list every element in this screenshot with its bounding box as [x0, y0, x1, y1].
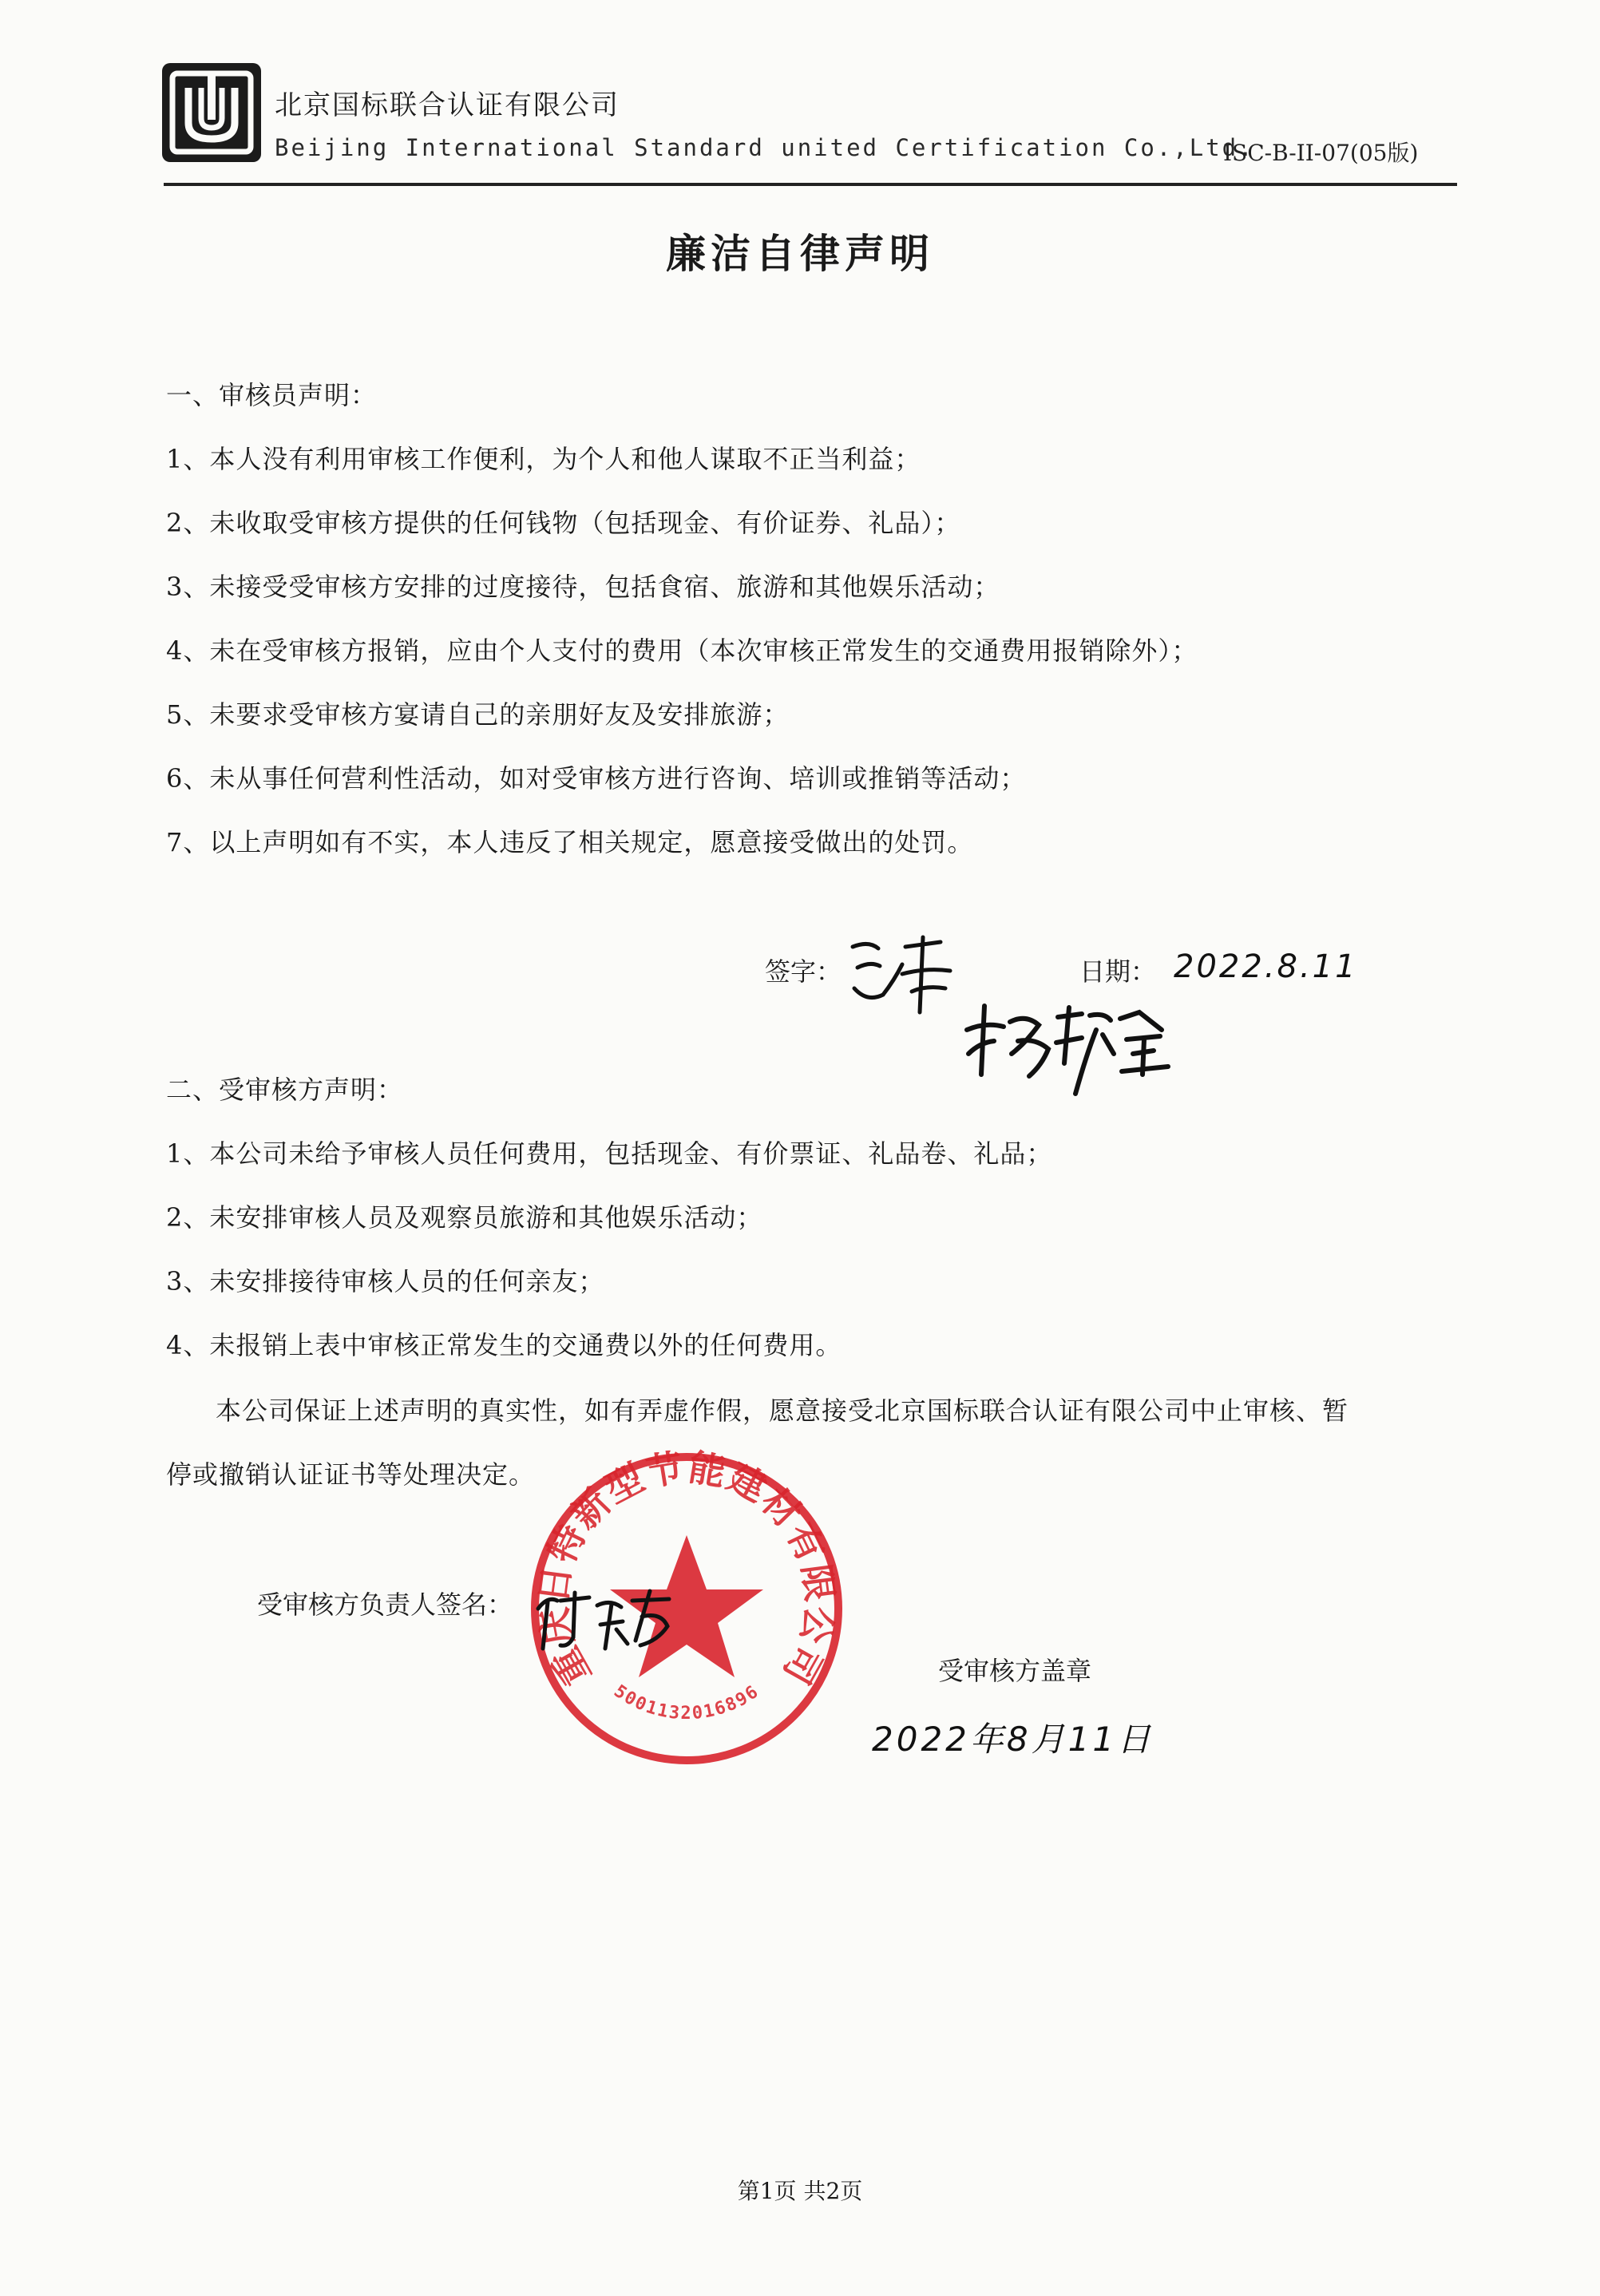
- bisc-logo-icon: [160, 61, 263, 164]
- company-name-en: Beijing International Standard united Certification Co.,Ltd.: [275, 134, 1255, 161]
- auditee-section-heading: 二、受审核方声明：: [166, 1075, 404, 1105]
- document-code: ISC-B-II-07(05版): [1223, 140, 1419, 166]
- auditee-stamp-label: 受审核方盖章: [938, 1656, 1092, 1686]
- auditee-item: 1、本公司未给予审核人员任何费用，包括现金、有价票证、礼品卷、礼品；: [166, 1138, 1053, 1169]
- document-title: 廉洁自律声明: [666, 231, 934, 277]
- auditee-guarantee-cont: 停或撤销认证证书等处理决定。: [166, 1459, 536, 1490]
- svg-text:5001132016896: 5001132016896: [610, 1681, 763, 1724]
- auditor-item: 3、未接受受审核方安排的过度接待，包括食宿、旅游和其他娱乐活动；: [166, 572, 1000, 602]
- auditor-item: 6、未从事任何营利性活动，如对受审核方进行咨询、培训或推销等活动；: [166, 763, 1027, 794]
- auditee-date-value: 2022年8月11日: [872, 1720, 1154, 1759]
- auditor-item: 7、以上声明如有不实，本人违反了相关规定，愿意接受做出的处罚。: [166, 827, 974, 857]
- responsible-signature: [533, 1585, 677, 1660]
- auditor-signature-1: [846, 932, 966, 1023]
- auditor-date-value: 2022.8.11: [1174, 948, 1358, 985]
- auditor-section-heading: 一、审核员声明：: [166, 380, 378, 410]
- auditor-item: 2、未收取受审核方提供的任何钱物（包括现金、有价证券、礼品）；: [166, 508, 961, 538]
- responsible-sign-label: 受审核方负责人签名：: [257, 1589, 513, 1620]
- auditor-item: 5、未要求受审核方宴请自己的亲朋好友及安排旅游；: [166, 699, 790, 730]
- page-footer: 第1页 共2页: [737, 2178, 863, 2204]
- auditee-item: 3、未安排接待审核人员的任何亲友；: [166, 1266, 605, 1296]
- auditor-date-label: 日期：: [1079, 956, 1157, 987]
- auditor-item: 1、本人没有利用审核工作便利，为个人和他人谋取不正当利益；: [166, 444, 921, 474]
- auditee-guarantee: 本公司保证上述声明的真实性，如有弄虚作假，愿意接受北京国标联合认证有限公司中止审核、暂: [216, 1395, 1349, 1426]
- auditor-signature-2: [962, 998, 1178, 1105]
- auditee-item: 2、未安排审核人员及观察员旅游和其他娱乐活动；: [166, 1202, 763, 1233]
- auditor-sign-label: 签字：: [765, 956, 842, 987]
- header-divider: [164, 183, 1457, 186]
- svg-text:重庆日特新型节能建材有限公司: 重庆日特新型节能建材有限公司: [531, 1449, 842, 1693]
- company-name-zh: 北京国标联合认证有限公司: [275, 89, 620, 121]
- auditee-item: 4、未报销上表中审核正常发生的交通费以外的任何费用。: [166, 1330, 842, 1360]
- auditor-item: 4、未在受审核方报销，应由个人支付的费用（本次审核正常发生的交通费用报销除外）；: [166, 635, 1198, 666]
